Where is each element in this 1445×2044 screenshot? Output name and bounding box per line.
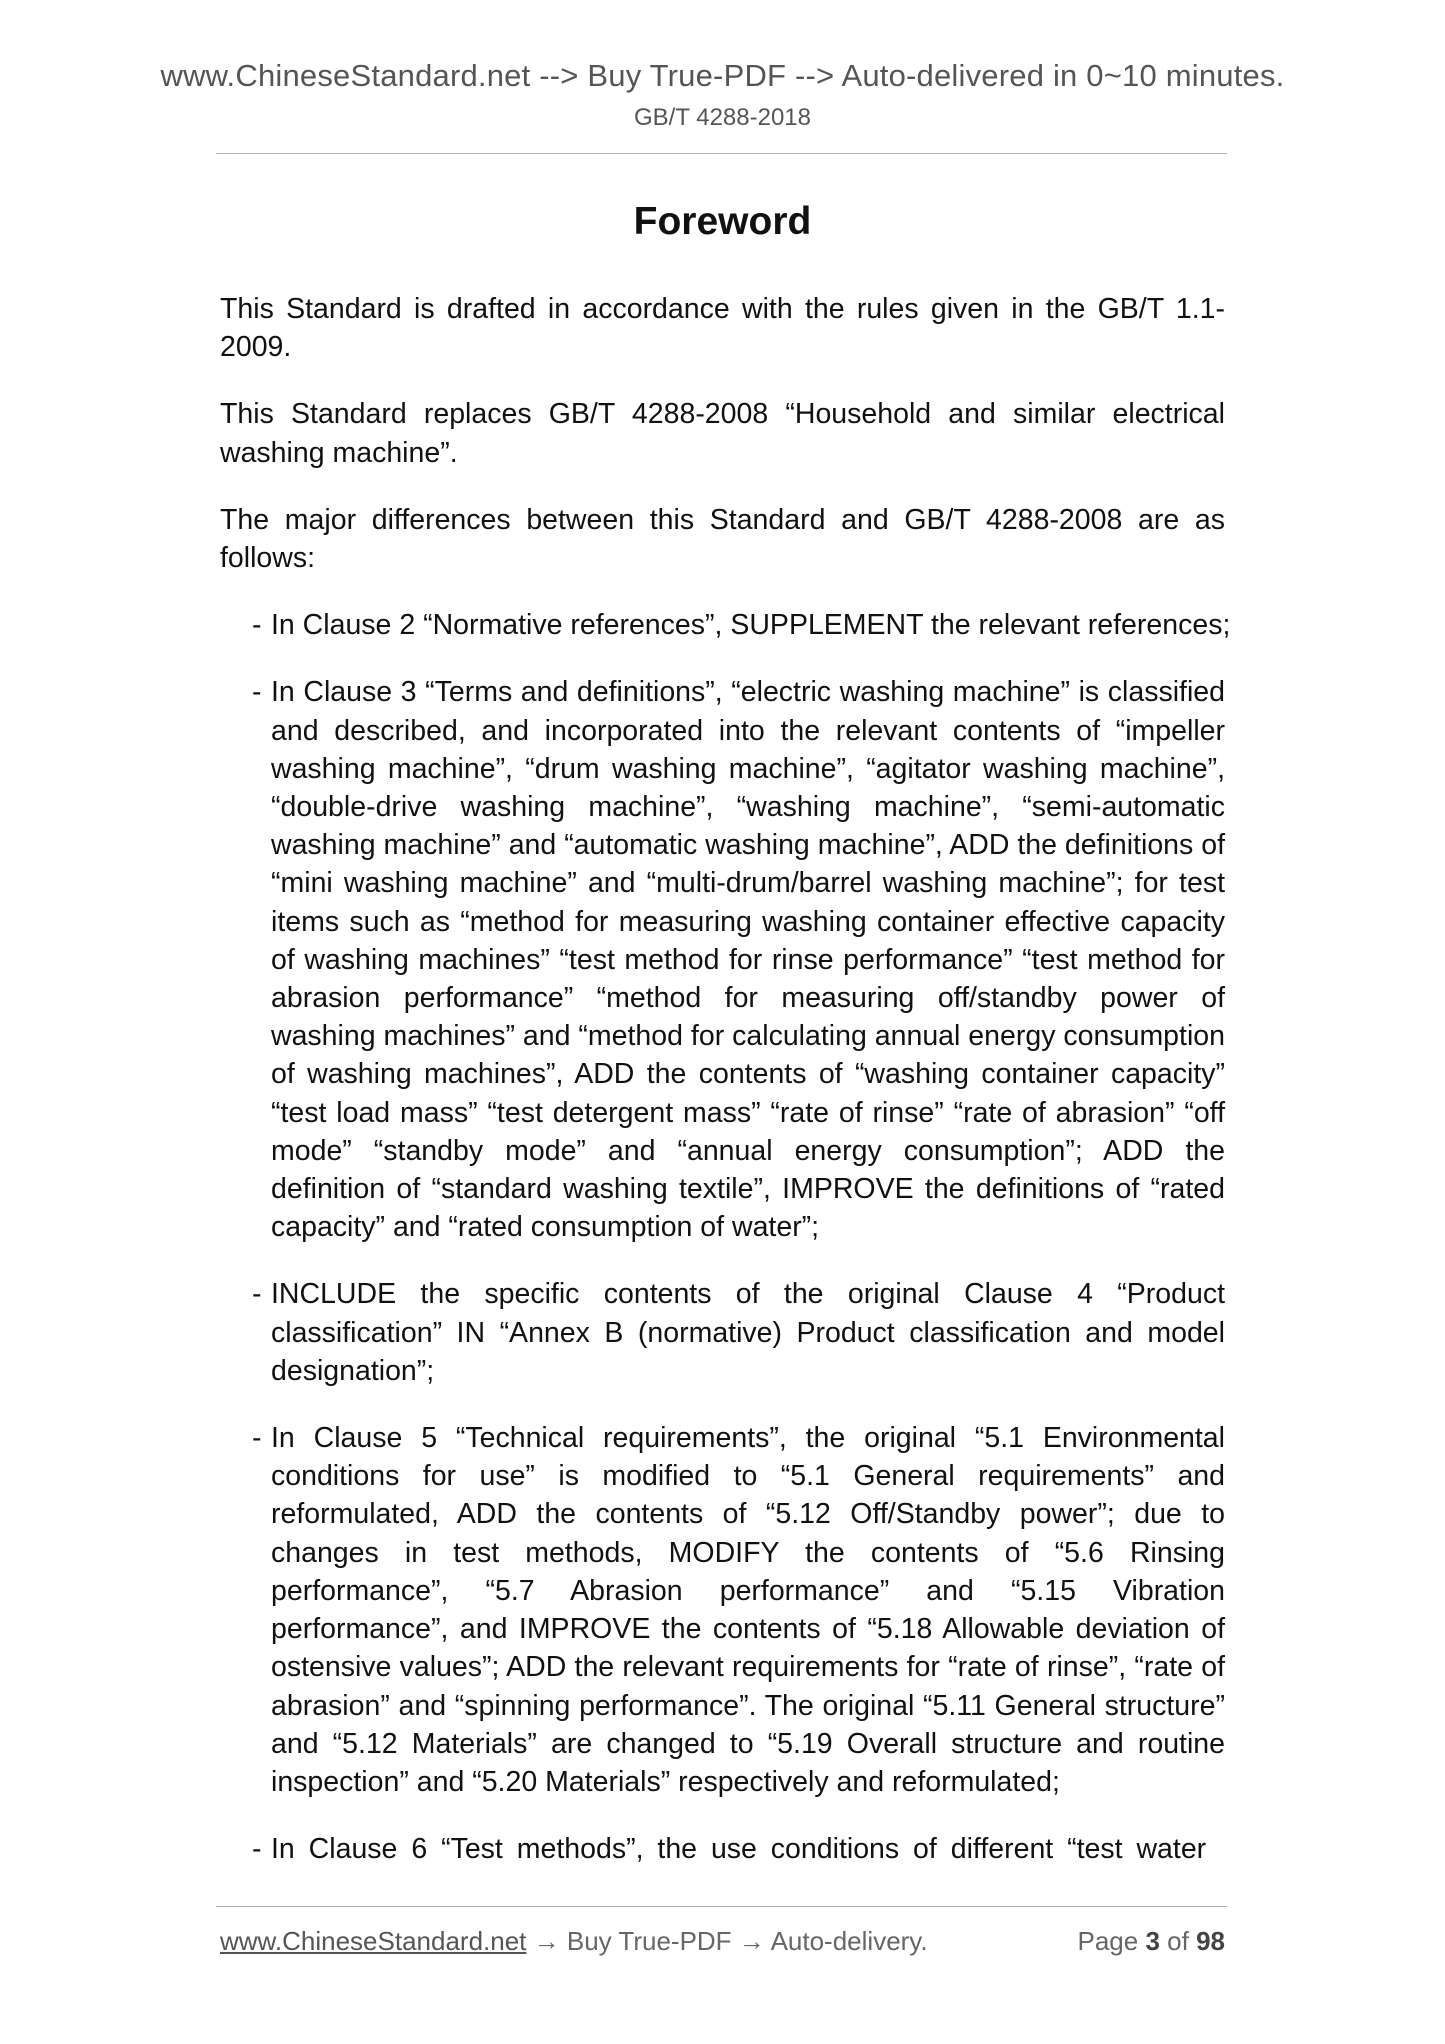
- list-item: [220, 606, 1231, 644]
- list-item: [220, 1275, 1225, 1390]
- list-item: [220, 1419, 1225, 1801]
- list-item-text: In Clause 3 “Terms and definitions”, “electric washing machine” is classified and described, and incorporated into the relevant contents of “impeller washing machine”, “drum washing machine”, “agitator washing machine”, “double-drive washing machine”, “washing machine”, “semi-automatic washing machine” and “automatic washing machine”, ADD the definitions of “mini washing machine” and “multi-drum/barrel washing machine”; for test items such as “method for measuring washing container effective capacity of washing machines” “test method for rinse performance” “test method for abrasion performance” “method for measuring off/standby power of washing machines” and “method for calculating annual energy consumption of washing machines”, ADD the contents of “washing container capacity” “test load mass” “test detergent mass” “rate of rinse” “rate of abrasion” “off mode” “standby mode” and “annual energy consumption”; ADD the definition of “standard washing textile”, IMPROVE the definitions of “rated capacity” and “rated consumption of water”;: [271, 676, 1225, 1244]
- list-item-text: INCLUDE the specific contents of the original Clause 4 “Product classification” IN “Annex B (normative) Product classification and model designation”;: [271, 1278, 1225, 1387]
- list-dash: -: [252, 1833, 262, 1866]
- document-id: GB/T 4288-2018: [633, 104, 811, 131]
- header-divider: [216, 153, 1227, 154]
- page-title: Foreword: [633, 200, 812, 243]
- paragraph: This Standard is drafted in accordance with the rules given in the GB/T 1.1-2009.: [220, 293, 1225, 364]
- footer-promo-text: → Buy True-PDF → Auto-delivery.: [526, 1926, 928, 1956]
- footer-divider: [216, 1906, 1227, 1907]
- list-dash: -: [252, 609, 262, 642]
- list-item-text: In Clause 5 “Technical requirements”, the original “5.1 Environmental conditions for use” is modified to “5.1 General requirements” and reformulated, ADD the contents of “5.12 Off/Standby power”; due to changes in test methods, MODIFY the contents of “5.6 Rinsing performance”, “5.7 Abrasion performance” and “5.15 Vibration performance”, and IMPROVE the contents of “5.18 Allowable deviation of ostensive values”; ADD the relevant requirements for “rate of rinse”, “rate of abrasion” and “spinning performance”. The original “5.11 General structure” and “5.12 Materials” are changed to “5.19 Overall structure and routine inspection” and “5.20 Materials” respectively and reformulated;: [271, 1422, 1225, 1798]
- top-banner: www.ChineseStandard.net --> Buy True-PDF --> Auto-delivered in 0~10 minutes.: [160, 58, 1285, 93]
- of-label: of: [1167, 1926, 1189, 1956]
- list-dash: -: [252, 1278, 262, 1311]
- page-indicator: [1077, 1926, 1225, 1957]
- list-item-text: In Clause 2 “Normative references”, SUPPLEMENT the relevant references;: [271, 609, 1231, 642]
- footer-promo: [220, 1926, 928, 1957]
- paragraph: The major differences between this Standard and GB/T 4288-2008 are as follows:: [220, 503, 1225, 575]
- list-dash: -: [252, 1422, 262, 1455]
- list-item: [220, 1830, 1225, 1868]
- paragraph: This Standard replaces GB/T 4288-2008 “Household and similar electrical washing machine”.: [220, 398, 1225, 469]
- total-pages: 98: [1196, 1926, 1225, 1956]
- document-body: [220, 290, 1231, 1897]
- footer-site-link[interactable]: www.ChineseStandard.net: [220, 1926, 527, 1956]
- page-number: 3: [1145, 1926, 1160, 1956]
- list-dash: -: [252, 676, 262, 709]
- list-item-text: In Clause 6 “Test methods”, the use conditions of different “test water: [271, 1833, 1207, 1866]
- page-label: Page: [1077, 1926, 1139, 1956]
- list-item: [220, 673, 1225, 1246]
